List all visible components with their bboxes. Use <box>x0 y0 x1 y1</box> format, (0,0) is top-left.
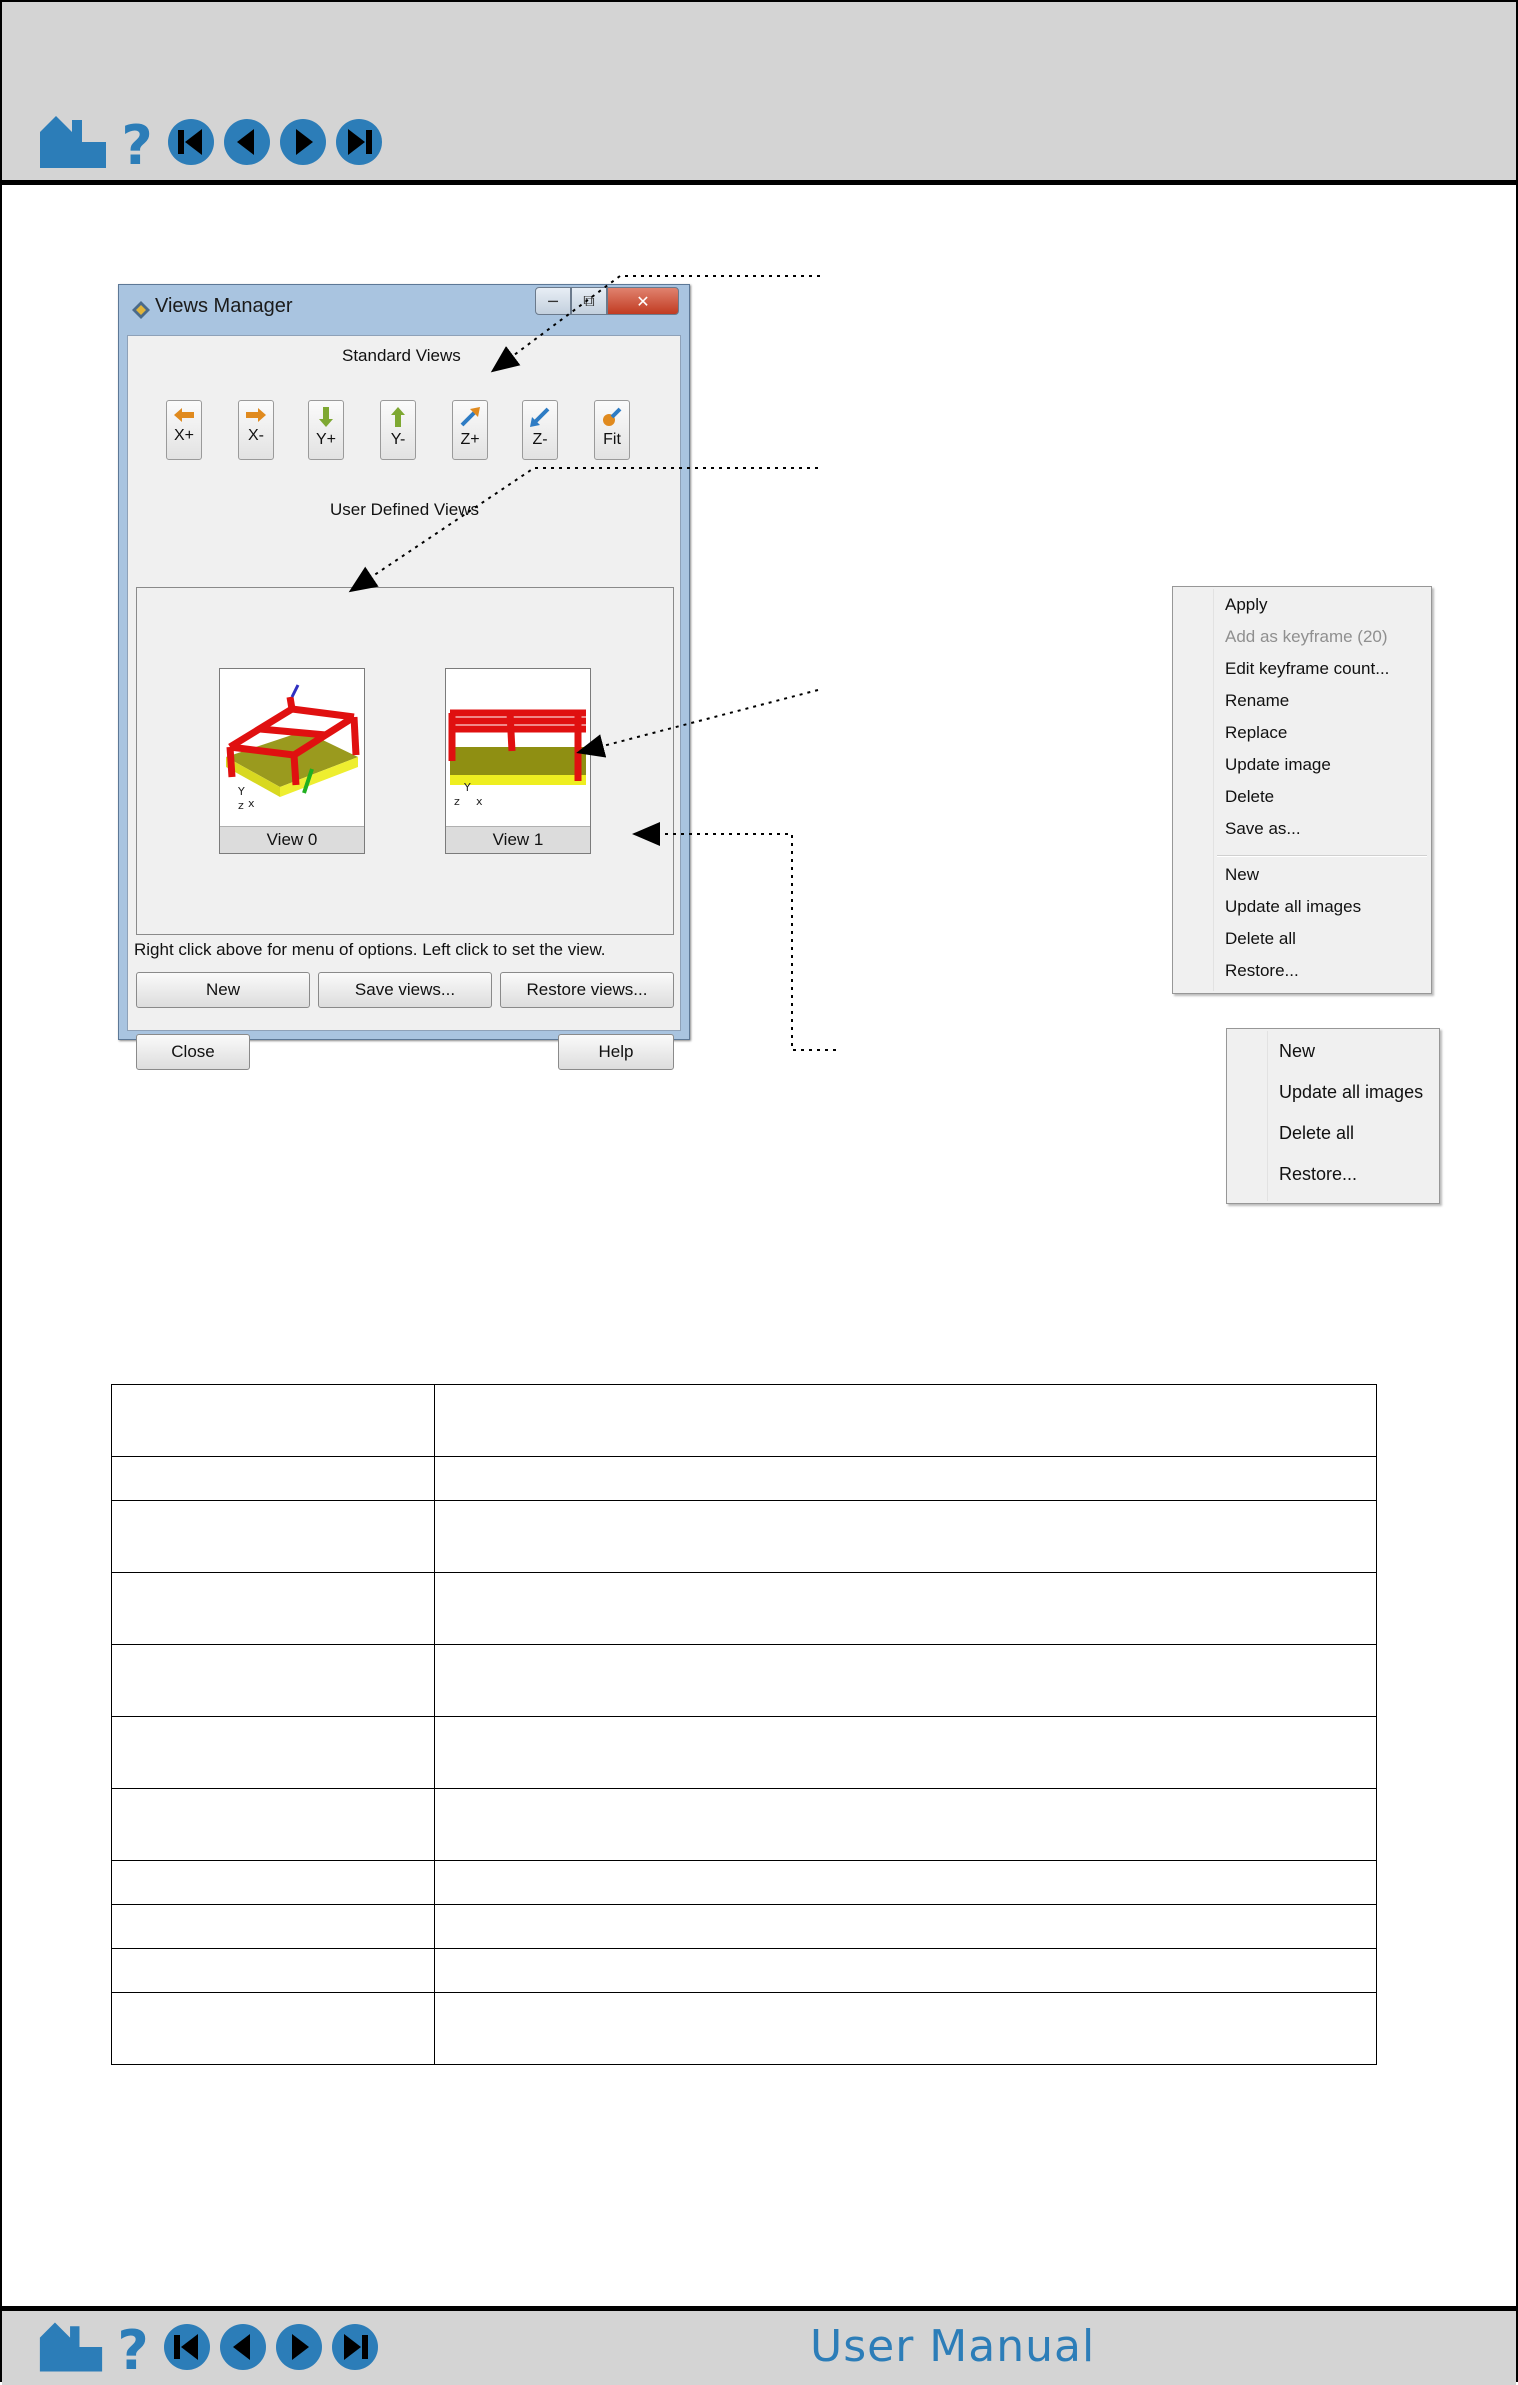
new-view-button[interactable]: New <box>136 972 310 1008</box>
description-table <box>111 1384 1377 2065</box>
table-cell <box>112 1861 435 1905</box>
table-row <box>112 1993 1377 2065</box>
svg-text:x: x <box>476 795 483 808</box>
help-icon[interactable] <box>114 114 160 170</box>
view-x-plus-button[interactable] <box>166 400 202 460</box>
table-row <box>112 1645 1377 1717</box>
standard-views-label: Standard Views <box>342 346 461 365</box>
table-cell <box>435 1717 1377 1789</box>
table-cell <box>112 1573 435 1645</box>
first-page-icon[interactable] <box>166 117 216 167</box>
header-nav <box>38 114 384 170</box>
table-cell <box>112 1385 435 1457</box>
svg-text:x: x <box>248 797 255 810</box>
area-menu-item-new[interactable]: New <box>1279 1041 1316 1061</box>
table-row <box>112 1905 1377 1949</box>
menu-separator <box>1217 855 1427 857</box>
svg-text:z: z <box>238 799 244 812</box>
table-cell <box>435 1573 1377 1645</box>
view-z-minus-button[interactable] <box>522 400 558 460</box>
menu-item-update-image[interactable]: Update image <box>1225 755 1331 774</box>
table-cell <box>435 1949 1377 1993</box>
home-icon[interactable] <box>38 114 108 170</box>
area-menu-item-restore[interactable]: Restore... <box>1279 1164 1358 1184</box>
previous-page-icon[interactable] <box>218 2322 268 2372</box>
menu-item-rename[interactable]: Rename <box>1225 691 1290 710</box>
table-cell <box>112 1789 435 1861</box>
view-fit-label: Fit <box>603 431 621 448</box>
arrow-diagonal-up-icon <box>458 405 482 429</box>
view-y-plus-button[interactable] <box>308 400 344 460</box>
svg-text:Y: Y <box>464 781 471 794</box>
table-row <box>112 1789 1377 1861</box>
view-y-minus-label: Y- <box>390 431 406 448</box>
fit-icon <box>600 405 624 429</box>
arrow-right-icon <box>244 405 268 425</box>
table-cell <box>435 1905 1377 1949</box>
table-row <box>112 1861 1377 1905</box>
menu-item-edit-keyframe-count[interactable]: Edit keyframe count... <box>1225 659 1390 678</box>
svg-text:z: z <box>454 795 460 808</box>
home-icon[interactable] <box>38 2319 104 2375</box>
table-row <box>112 1501 1377 1573</box>
table-cell <box>435 1789 1377 1861</box>
area-context-menu <box>1226 1028 1440 1204</box>
arrow-up-icon <box>388 405 408 429</box>
table-cell <box>435 1385 1377 1457</box>
restore-button[interactable]: ⧉ <box>571 287 607 315</box>
table-row <box>112 1573 1377 1645</box>
arrow-down-icon <box>316 405 336 429</box>
menu-item-apply[interactable]: Apply <box>1225 595 1268 614</box>
header-bar <box>2 2 1516 185</box>
menu-item-add-as-keyframe: Add as keyframe (20) <box>1225 627 1388 646</box>
user-view-0-thumbnail[interactable] <box>219 668 365 854</box>
table-row <box>112 1457 1377 1501</box>
table-row <box>112 1949 1377 1993</box>
usage-hint: Right click above for menu of options. Left click to set the view. <box>134 940 606 959</box>
table-cell <box>435 1457 1377 1501</box>
menu-item-replace[interactable]: Replace <box>1225 723 1288 742</box>
last-page-icon[interactable] <box>334 117 384 167</box>
arrow-diagonal-down-icon <box>528 405 552 429</box>
svg-text:Y: Y <box>238 785 245 798</box>
table-cell <box>112 1501 435 1573</box>
view-fit-button[interactable] <box>594 400 630 460</box>
table-cell <box>112 1993 435 2065</box>
table-row <box>112 1385 1377 1457</box>
footer-bar <box>2 2306 1516 2385</box>
view-x-minus-button[interactable] <box>238 400 274 460</box>
user-view-1-thumbnail[interactable] <box>445 668 591 854</box>
svg-text:?: ? <box>121 114 153 170</box>
window-title: Views Manager <box>155 295 293 317</box>
arrow-left-icon <box>172 405 196 425</box>
view-x-plus-label: X+ <box>173 427 194 444</box>
restore-views-button[interactable]: Restore views... <box>500 972 674 1008</box>
app-icon <box>131 300 151 320</box>
minimize-button[interactable]: ─ <box>535 287 571 315</box>
table-cell <box>112 1905 435 1949</box>
footer-nav <box>38 2319 380 2375</box>
table-cell <box>435 1993 1377 2065</box>
close-button[interactable]: Close <box>136 1034 250 1070</box>
menu-gutter <box>1267 1031 1268 1201</box>
user-defined-views-label: User Defined Views <box>330 500 479 519</box>
user-view-1-label: View 1 <box>446 826 590 853</box>
save-views-button[interactable]: Save views... <box>318 972 492 1008</box>
table-cell <box>112 1717 435 1789</box>
table-cell <box>435 1861 1377 1905</box>
views-manager-body <box>127 335 681 1061</box>
svg-text:?: ? <box>117 2319 149 2375</box>
menu-item-delete[interactable]: Delete <box>1225 787 1275 806</box>
last-page-icon[interactable] <box>330 2322 380 2372</box>
menu-item-delete-all[interactable]: Delete all <box>1225 929 1296 948</box>
table-cell <box>435 1645 1377 1717</box>
view-z-plus-button[interactable] <box>452 400 488 460</box>
view-z-plus-label: Z+ <box>460 431 480 448</box>
next-page-icon[interactable] <box>278 117 328 167</box>
view-0-image <box>220 669 364 825</box>
user-view-0-label: View 0 <box>220 826 364 853</box>
table-cell <box>435 1501 1377 1573</box>
area-menu-item-update-all-images[interactable]: Update all images <box>1279 1082 1424 1102</box>
area-menu-item-delete-all[interactable]: Delete all <box>1279 1123 1355 1143</box>
view-z-minus-label: Z- <box>532 431 548 448</box>
close-window-button[interactable]: ✕ <box>607 287 679 315</box>
menu-gutter <box>1213 589 1214 991</box>
menu-item-restore[interactable]: Restore... <box>1225 961 1299 980</box>
view-y-minus-button[interactable] <box>380 400 416 460</box>
view-1-image <box>446 669 590 825</box>
view-y-plus-label: Y+ <box>315 431 336 448</box>
manual-title: User Manual <box>810 2321 1096 2372</box>
previous-page-icon[interactable] <box>222 117 272 167</box>
menu-item-new[interactable]: New <box>1225 865 1260 884</box>
user-views-area[interactable] <box>136 587 674 935</box>
table-cell <box>112 1645 435 1717</box>
views-manager-window <box>118 284 690 1061</box>
help-icon[interactable] <box>110 2319 156 2375</box>
view-context-menu <box>1172 586 1432 994</box>
menu-item-save-as[interactable]: Save as... <box>1225 819 1301 838</box>
table-cell <box>112 1457 435 1501</box>
first-page-icon[interactable] <box>162 2322 212 2372</box>
menu-item-update-all-images[interactable]: Update all images <box>1225 897 1362 916</box>
help-button[interactable]: Help <box>558 1034 674 1070</box>
window-controls <box>535 287 679 315</box>
table-row <box>112 1717 1377 1789</box>
view-x-minus-label: X- <box>248 427 264 444</box>
table-cell <box>112 1949 435 1993</box>
next-page-icon[interactable] <box>274 2322 324 2372</box>
